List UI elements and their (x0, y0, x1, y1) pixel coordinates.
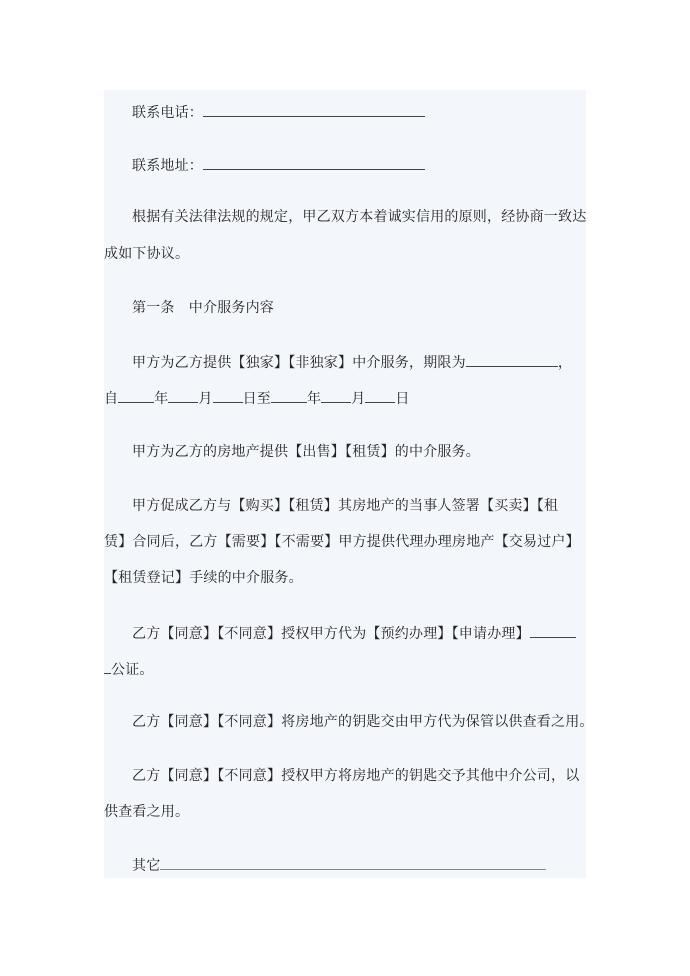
term-period-field[interactable] (466, 352, 558, 367)
month-label-2: 月 (351, 391, 366, 407)
day-label: 日 (395, 391, 410, 407)
key-transfer-line-2: 供查看之用。 (104, 804, 190, 820)
end-day-field[interactable] (365, 388, 395, 403)
other-row (132, 855, 546, 876)
notary-type-field-cont[interactable] (104, 659, 111, 674)
from-label: 自 (104, 391, 119, 407)
other-label: 其它 (132, 858, 161, 874)
end-month-field[interactable] (321, 388, 351, 403)
notary-clause-line-1 (132, 623, 576, 644)
end-year-field[interactable] (271, 388, 307, 403)
key-transfer-line-1: 乙方【同意】【不同意】授权甲方将房地产的钥匙交予其他中介公司，以 (132, 768, 580, 784)
service-term-line-1 (132, 352, 572, 373)
start-day-field[interactable] (213, 388, 243, 403)
year-label: 年 (154, 391, 169, 407)
start-year-field[interactable] (118, 388, 154, 403)
contact-phone-row (132, 102, 425, 123)
year-label-2: 年 (307, 391, 322, 407)
service-term-text: 甲方为乙方提供【独家】【非独家】中介服务，期限为 (132, 355, 466, 371)
other-field[interactable] (160, 855, 546, 870)
contact-phone-field[interactable] (203, 102, 425, 117)
article-1-title: 第一条 中介服务内容 (132, 300, 274, 316)
start-month-field[interactable] (168, 388, 198, 403)
month-label: 月 (198, 391, 213, 407)
notary-clause-text: 乙方【同意】【不同意】授权甲方代为【预约办理】【申请办理】 (132, 626, 530, 642)
preamble-line-2: 成如下协议。 (104, 246, 190, 262)
agency-clause-line-2: 赁】合同后，乙方【需要】【不需要】甲方提供代理办理房地产【交易过户】 (104, 534, 580, 550)
contact-address-label: 联系地址： (132, 158, 203, 174)
contact-address-row (132, 155, 425, 176)
day-to-label: 日至 (242, 391, 272, 407)
service-term-line-2 (104, 388, 410, 409)
contact-address-field[interactable] (203, 155, 425, 170)
agency-clause-line-3: 【租赁登记】手续的中介服务。 (104, 570, 303, 586)
contact-phone-label: 联系电话： (132, 105, 203, 121)
notary-clause-line-2 (104, 659, 154, 680)
service-term-comma: ， (557, 355, 573, 371)
key-custody-clause: 乙方【同意】【不同意】将房地产的钥匙交由甲方代为保管以供查看之用。 (132, 714, 594, 730)
service-type-line: 甲方为乙方的房地产提供【出售】【租赁】的中介服务。 (132, 444, 480, 460)
preamble-line-1: 根据有关法律法规的规定，甲乙双方本着诚实信用的原则，经协商一致达 (132, 209, 587, 225)
notary-clause-end: 公证。 (111, 662, 154, 678)
notary-type-field[interactable] (530, 623, 576, 638)
agency-clause-line-1: 甲方促成乙方与【购买】【租赁】其房地产的当事人签署【买卖】【租 (132, 498, 559, 514)
